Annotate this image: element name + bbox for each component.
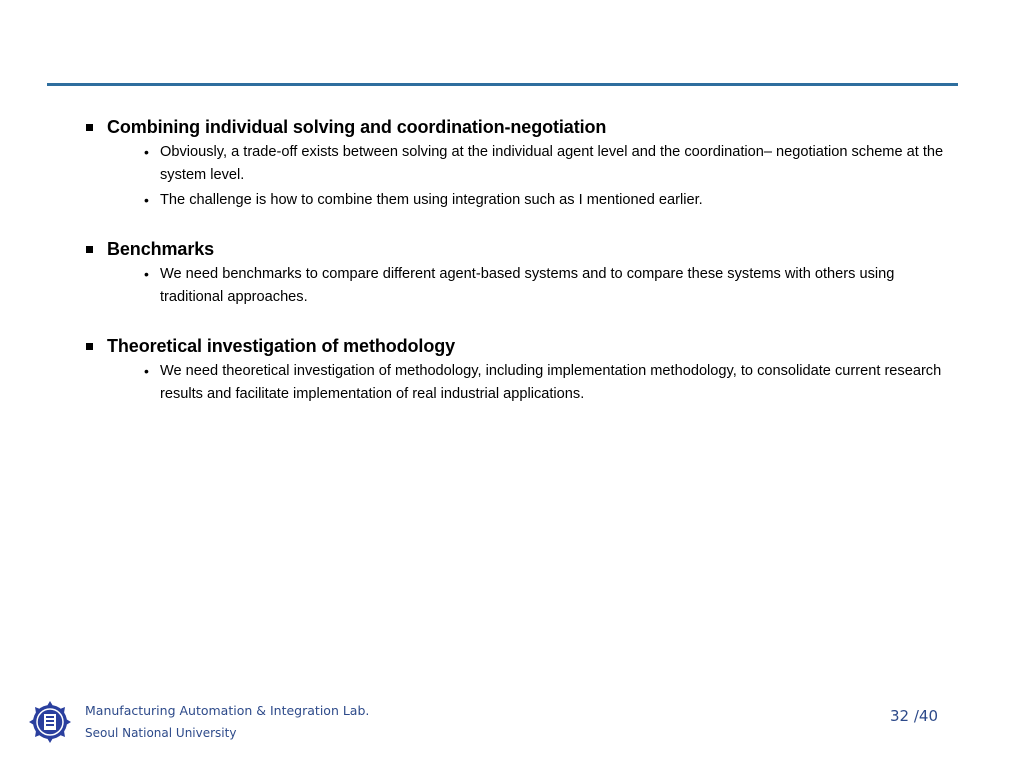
bullet-dot-icon: • [144, 144, 149, 160]
square-bullet-icon [86, 246, 93, 253]
section-heading-row [86, 237, 946, 261]
university-name: Seoul National University [85, 726, 237, 740]
list-item [144, 263, 946, 309]
bullet-list [144, 360, 946, 406]
section-benchmarks [86, 237, 946, 309]
list-item [144, 360, 946, 406]
bullet-dot-icon: • [144, 363, 149, 379]
list-item-text: We need benchmarks to compare different agent-based systems and to compare these systems with others using traditional approaches. [160, 266, 895, 305]
list-item-text: Obviously, a trade-off exists between solving at the individual agent level and the coordination– negotiation scheme at the system level. [160, 144, 944, 183]
bullet-dot-icon: • [144, 192, 149, 208]
section-heading: Theoretical investigation of methodology [107, 335, 456, 356]
square-bullet-icon [86, 343, 93, 350]
bullet-list [144, 141, 946, 212]
section-methodology [86, 334, 946, 406]
section-combining [86, 115, 946, 212]
section-heading-row [86, 334, 946, 358]
header-rule [47, 83, 958, 86]
slide-content [86, 115, 946, 431]
bullet-list [144, 263, 946, 309]
page-number: 32 /40 [890, 707, 938, 725]
lab-name: Manufacturing Automation & Integration Lab. [85, 703, 370, 718]
list-item [144, 141, 946, 187]
square-bullet-icon [86, 124, 93, 131]
list-item-text: We need theoretical investigation of methodology, including implementation methodology, to consolidate current research results and facilitate implementation of real industrial applications. [160, 363, 942, 402]
section-heading: Combining individual solving and coordination-negotiation [107, 116, 607, 137]
list-item-text: The challenge is how to combine them using integration such as I mentioned earlier. [160, 192, 703, 208]
bullet-dot-icon: • [144, 266, 149, 282]
section-heading: Benchmarks [107, 238, 215, 259]
list-item [144, 189, 946, 212]
section-heading-row [86, 115, 946, 139]
university-emblem-icon [26, 699, 74, 745]
footer-text [85, 702, 369, 742]
